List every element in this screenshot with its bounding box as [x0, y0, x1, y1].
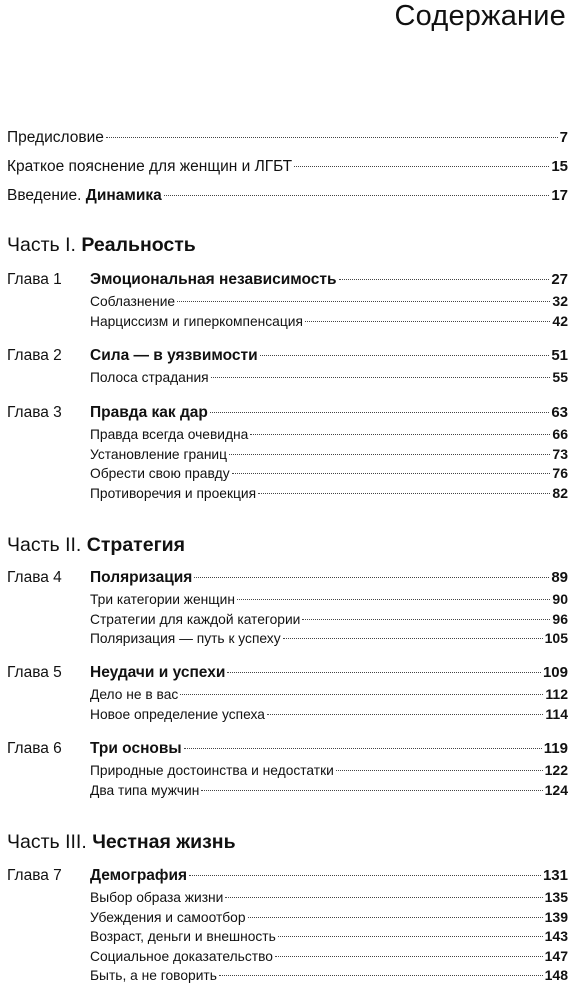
chapter-title: Три основы	[90, 740, 182, 757]
page-number: 27	[551, 271, 568, 288]
page-number: 73	[552, 445, 568, 462]
chapter-entry[interactable]	[7, 401, 568, 425]
dot-leader	[258, 493, 550, 494]
chapter-entry[interactable]	[7, 566, 568, 590]
page-number: 32	[552, 293, 568, 309]
section-label: Природные достоинства и недостатки	[90, 763, 334, 778]
page-number: 131	[542, 867, 568, 884]
dot-leader	[237, 599, 550, 600]
page-number: 76	[552, 465, 568, 482]
page-number: 89	[551, 569, 568, 586]
chapter-block	[7, 268, 568, 331]
page-number: 114	[545, 705, 568, 722]
page-number: 109	[542, 664, 568, 681]
section-entry[interactable]	[90, 705, 568, 725]
chapter-block	[7, 344, 568, 388]
part-prefix: Часть III.	[7, 831, 93, 853]
dot-leader	[219, 975, 543, 976]
section-label: Поляризация — путь к успеху	[90, 631, 281, 647]
section-entry[interactable]	[90, 464, 568, 484]
section-label: Социальное доказательство	[90, 948, 273, 964]
dot-leader	[106, 137, 558, 138]
page-number: 51	[551, 347, 568, 364]
section-label: Нарциссизм и гиперкомпенсация	[90, 313, 303, 329]
section-label: Стратегии для каждой категории	[90, 611, 301, 627]
section-entry[interactable]	[90, 908, 568, 928]
dot-leader	[278, 936, 543, 937]
dot-leader	[210, 412, 549, 413]
chapter-entry[interactable]	[7, 864, 568, 888]
part-heading	[7, 829, 236, 855]
dot-leader	[211, 377, 551, 378]
dot-leader	[275, 956, 543, 957]
page-number: 82	[552, 484, 568, 501]
chapter-entry[interactable]	[7, 737, 568, 761]
dot-leader	[180, 694, 543, 695]
chapter-label: Глава 4	[7, 569, 62, 586]
section-label: Обрести свою правду	[90, 466, 230, 482]
section-label: Противоречия и проекция	[90, 485, 257, 501]
page-number: 105	[544, 630, 568, 647]
dot-leader	[177, 301, 550, 302]
chapter-block	[7, 737, 568, 800]
page-number: 17	[551, 187, 568, 204]
part-prefix: Часть II.	[7, 534, 87, 556]
page-number: 112	[545, 686, 568, 702]
section-entry[interactable]	[90, 685, 568, 705]
section-entry[interactable]	[90, 947, 568, 967]
dot-leader	[260, 355, 550, 356]
section-entry[interactable]	[90, 312, 568, 332]
dot-leader	[184, 748, 542, 749]
chapter-block	[7, 864, 568, 986]
dot-leader	[336, 770, 543, 771]
chapter-title: Поляризация	[90, 569, 193, 586]
chapter-title: Правда как дар	[90, 404, 208, 421]
section-entry[interactable]	[90, 425, 568, 445]
section-label: Выбор образа жизни	[90, 890, 224, 905]
chapter-title: Сила — в уязвимости	[90, 347, 258, 364]
dot-leader	[225, 897, 542, 898]
chapter-block	[7, 661, 568, 724]
page-number: 96	[552, 610, 568, 627]
dot-leader	[201, 790, 542, 791]
dot-leader	[194, 577, 549, 578]
dot-leader	[164, 195, 550, 196]
section-entry[interactable]	[90, 484, 568, 504]
chapter-label: Глава 5	[7, 664, 62, 681]
part-name: Стратегия	[86, 534, 186, 556]
page-number: 42	[552, 312, 568, 329]
toc-entry-introduction[interactable]	[7, 181, 568, 210]
dot-leader	[248, 917, 543, 918]
section-entry[interactable]	[90, 445, 568, 465]
section-entry[interactable]	[90, 927, 568, 947]
chapter-block	[7, 566, 568, 649]
dot-leader	[294, 166, 549, 167]
page-number: 66	[552, 426, 568, 442]
section-entry[interactable]	[90, 590, 568, 610]
entry-label: Предисловие	[7, 129, 104, 146]
section-label: Три категории женщин	[90, 592, 235, 607]
section-entry[interactable]	[90, 761, 568, 781]
section-entry[interactable]	[90, 292, 568, 312]
section-label: Правда всегда очевидна	[90, 427, 249, 442]
part-name: Реальность	[81, 234, 196, 256]
chapter-entry[interactable]	[7, 344, 568, 368]
part-heading	[7, 232, 196, 258]
page-number: 90	[552, 591, 568, 607]
page-number: 15	[551, 158, 568, 175]
section-label: Два типа мужчин	[90, 782, 200, 798]
page-number: 119	[543, 740, 568, 757]
dot-leader	[302, 619, 550, 620]
section-label: Установление границ	[90, 446, 228, 462]
entry-label-plain: Введение.	[7, 187, 86, 204]
dot-leader	[339, 279, 550, 280]
toc-entry-note[interactable]	[7, 152, 568, 181]
part-name: Честная жизнь	[92, 831, 236, 853]
page-number: 7	[559, 129, 568, 146]
page-number: 139	[544, 908, 568, 925]
front-matter	[7, 123, 568, 210]
chapter-label: Глава 2	[7, 347, 62, 364]
page-number: 143	[544, 928, 568, 945]
section-label: Новое определение успеха	[90, 706, 265, 722]
section-entry[interactable]	[90, 966, 568, 986]
page-number: 124	[544, 781, 568, 798]
chapter-title: Демография	[90, 867, 188, 884]
entry-label: Краткое пояснение для женщин и ЛГБТ	[7, 158, 293, 175]
page-number: 135	[544, 889, 568, 905]
section-label: Соблазнение	[90, 294, 176, 309]
entry-label	[7, 181, 162, 210]
chapter-block	[7, 401, 568, 503]
section-label: Дело не в вас	[90, 687, 179, 702]
section-label: Быть, а не говорить	[90, 968, 217, 984]
page-title: Содержание	[394, 0, 566, 32]
part-prefix: Часть I.	[7, 234, 82, 256]
section-entry[interactable]	[90, 888, 568, 908]
dot-leader	[267, 714, 544, 715]
chapter-title: Неудачи и успехи	[90, 664, 226, 681]
page-number: 55	[552, 369, 568, 385]
section-label: Полоса страдания	[90, 370, 209, 385]
page-number: 148	[544, 967, 568, 984]
chapter-label: Глава 6	[7, 740, 62, 757]
section-label: Возраст, деньги и внешность	[90, 929, 276, 945]
entry-label-bold: Динамика	[85, 187, 162, 204]
dot-leader	[283, 638, 543, 639]
chapter-entry[interactable]	[7, 268, 568, 292]
dot-leader	[189, 875, 541, 876]
chapter-label: Глава 3	[7, 404, 62, 421]
section-label: Убеждения и самоотбор	[90, 909, 246, 925]
section-entry[interactable]	[90, 781, 568, 801]
section-entry[interactable]	[90, 610, 568, 630]
page-number: 147	[544, 947, 568, 964]
section-entry[interactable]	[90, 629, 568, 649]
dot-leader	[227, 672, 541, 673]
toc-entry-preface[interactable]	[7, 123, 568, 152]
page-number: 122	[544, 762, 568, 778]
chapter-label: Глава 7	[7, 867, 62, 884]
chapter-entry[interactable]	[7, 661, 568, 685]
section-entry[interactable]	[90, 368, 568, 388]
chapter-label: Глава 1	[7, 271, 62, 288]
dot-leader	[305, 321, 550, 322]
part-heading	[7, 532, 185, 558]
dot-leader	[250, 434, 550, 435]
page-number: 63	[551, 404, 568, 421]
chapter-title: Эмоциональная независимость	[90, 271, 337, 288]
dot-leader	[229, 454, 550, 455]
dot-leader	[232, 473, 551, 474]
